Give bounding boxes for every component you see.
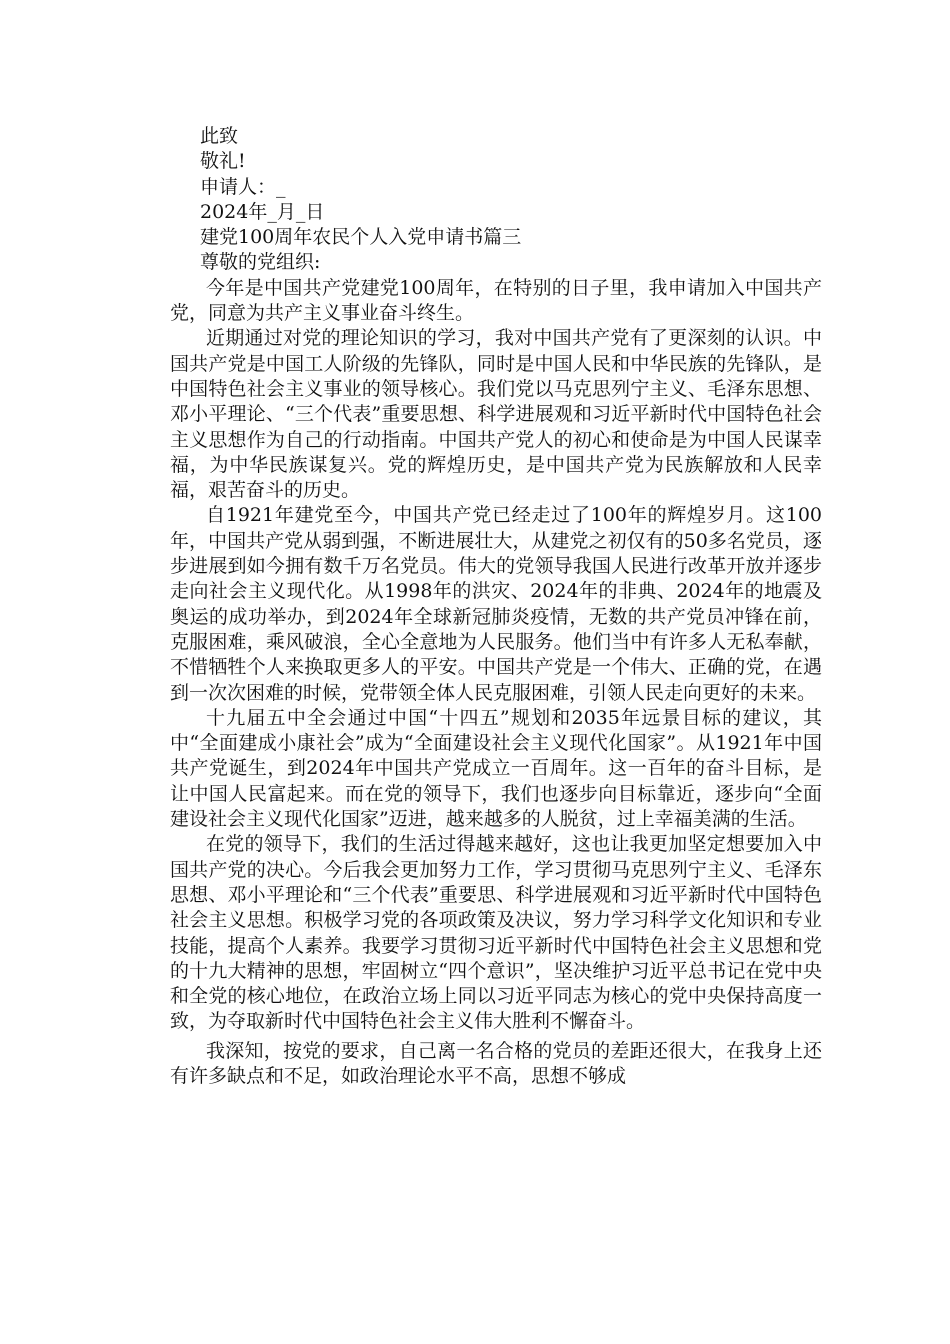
closing-line-1: 此致: [200, 125, 239, 147]
paragraph: 近期通过对党的理论知识的学习，我对中国共产党有了更深刻的认识。中国共产党是中国工人阶级的先锋队，同时是中国人民和中华民族的先锋队，是中国特色社会主义事业的领导核心。我们党以马克思列宁主义、毛泽东思想、邓小平理论、“三个代表”重要思想、科学进展观和习近平新时代中国特色社会主义思想作为自己的行动指南。中国共产党人的初心和使命是为中国人民谋幸福，为中华民族谋复兴。党的辉煌历史，是中国共产党为民族解放和人民幸福，艰苦奋斗的历史。: [170, 327, 822, 502]
applicant-line: 申请人：_: [200, 175, 286, 198]
paragraph: 十九届五中全会通过中国“十四五”规划和2035年远景目标的建议，其中“全面建成小康社会”成为“全面建设社会主义现代化国家”。从1921年中国共产党诞生，到2024年中国共产党成立一百周年。这一百年的奋斗目标，是让中国人民富起来。而在党的领导下，我们也逐步向目标靠近，逐步向“全面建设社会主义现代化国家”迈进，越来越多的人脱贫，过上幸福美满的生活。: [170, 706, 822, 831]
closing-line-2: 敬礼!: [200, 150, 246, 173]
document-body: [170, 124, 822, 1089]
salutation: 尊敬的党组织:: [200, 251, 321, 274]
paragraph: 今年是中国共产党建党100周年，在特别的日子里，我申请加入中国共产党，同意为共产主义事业奋斗终生。: [170, 276, 822, 325]
paragraph: 在党的领导下，我们的生活过得越来越好，这也让我更加坚定想要加入中国共产党的决心。今后我会更加努力工作，学习贯彻马克思列宁主义、毛泽东思想、邓小平理论和“三个代表”重要思、科学进展观和习近平新时代中国特色社会主义思想。积极学习党的各项政策及决议，努力学习科学文化知识和专业技能，提高个人素养。我要学习贯彻习近平新时代中国特色社会主义思想和党的十九大精神的思想，牢固树立“四个意识”，坚决维护习近平总书记在党中央和全党的核心地位，在政治立场上同以习近平同志为核心的党中央保持高度一致，为夺取新时代中国特色社会主义伟大胜利不懈奋斗。: [170, 833, 822, 1033]
date-line: 2024年_月_日: [200, 200, 325, 223]
section-title: 建党100周年农民个人入党申请书篇三: [200, 226, 522, 249]
paragraph: 自1921年建党至今，中国共产党已经走过了100年的辉煌岁月。这100年，中国共产党从弱到强，不断进展壮大，从建党之初仅有的50多名党员，逐步进展到如今拥有数千万名党员。伟大的党领导我国人民进行改革开放并逐步走向社会主义现代化。从1998年的洪灾、2024年的非典、2024年的地震及奥运的成功举办，到2024年全球新冠肺炎疫情，无数的共产党员冲锋在前，克服困难，乘风破浪，全心全意地为人民服务。他们当中有许多人无私奉献，不惜牺牲个人来换取更多人的平安。中国共产党是一个伟大、正确的党，在遇到一次次困难的时候，党带领全体人民克服困难，引领人民走向更好的未来。: [170, 504, 822, 704]
paragraph: 我深知，按党的要求，自己离一名合格的党员的差距还很大，在我身上还有许多缺点和不足，如政治理论水平不高，思想不够成: [170, 1039, 822, 1087]
